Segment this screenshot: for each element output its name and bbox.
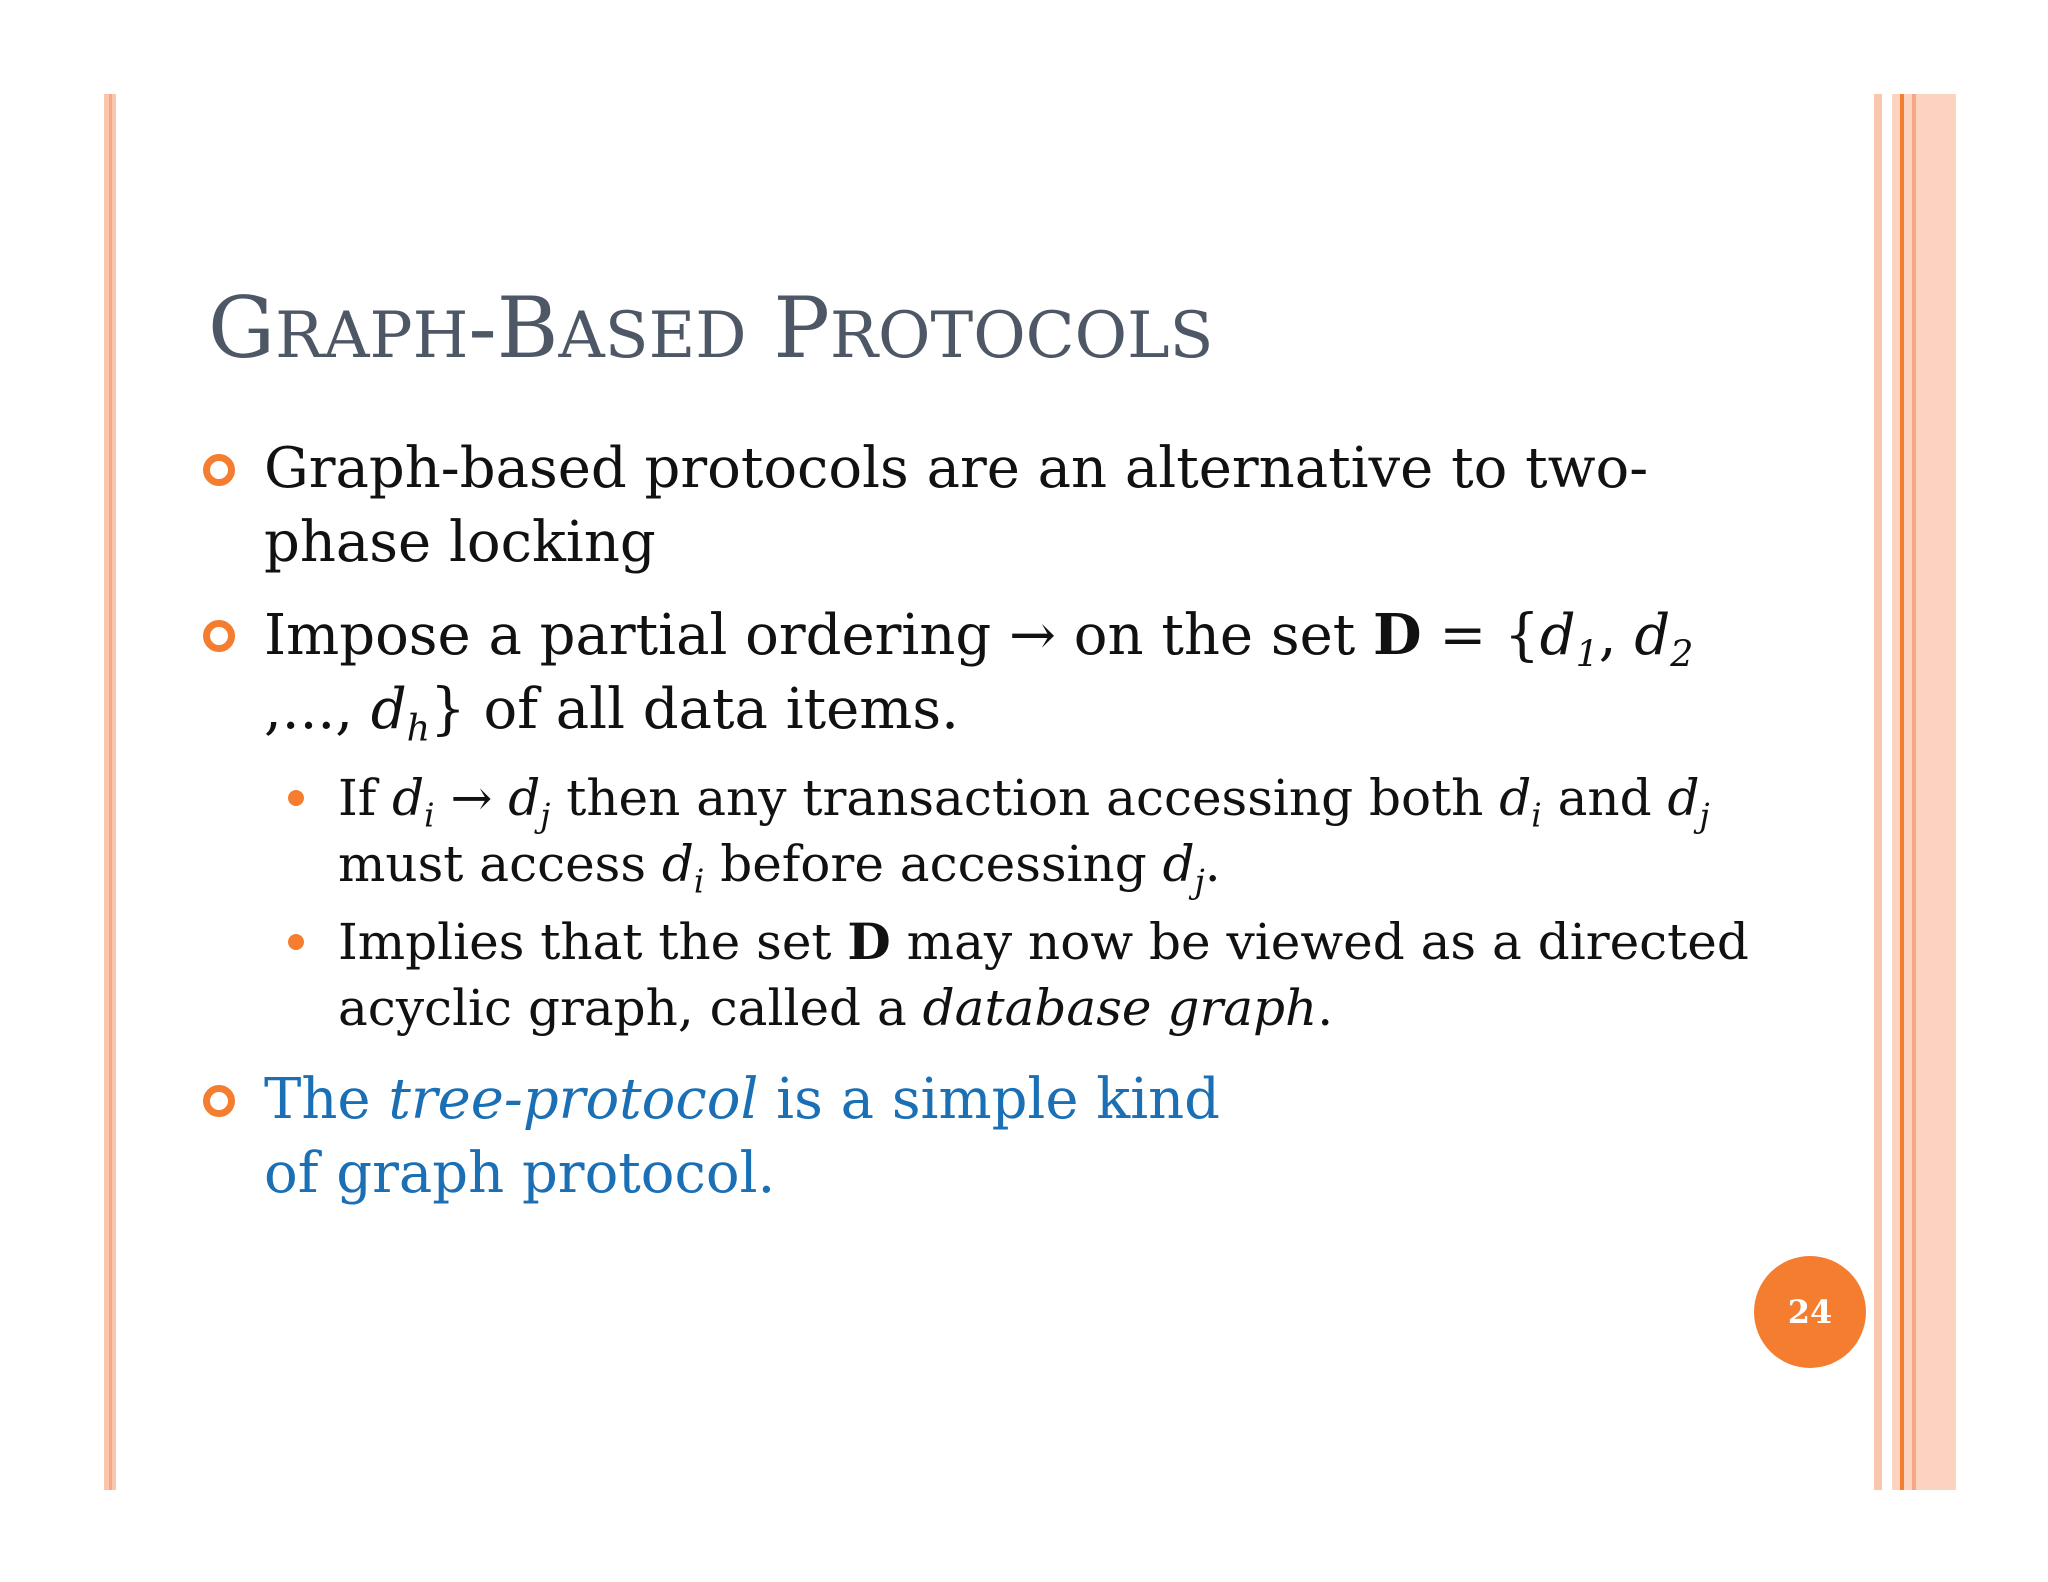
ring-bullet-icon	[203, 1085, 235, 1117]
page-number: 24	[1787, 1293, 1833, 1331]
left-border-line	[109, 94, 112, 1490]
bullet-tree-protocol: The tree-protocol is a simple kind of graph protocol.	[208, 1063, 1758, 1211]
ring-bullet-icon	[203, 620, 235, 652]
dot-bullet-icon	[288, 934, 304, 950]
subbullet-access-order: If $d_i \to d_j$ then any transaction accessing both $d_i$ and $d_j$ must access $d_i$ before accessing $d_j$.	[208, 765, 1758, 897]
slide-body	[208, 432, 1758, 1229]
page-number-badge	[1754, 1256, 1866, 1368]
right-border-stripe-thin	[1874, 94, 1882, 1490]
subbullet-database-graph: Implies that the set D may now be viewed as a directed acyclic graph, called a database graph.	[208, 909, 1758, 1041]
bullet-partial-ordering: Impose a partial ordering → on the set $D = \{d_1$, $d_2$ ,..., $d_h$} of all data items.	[208, 598, 1758, 747]
right-border-line-1	[1900, 94, 1904, 1490]
right-border-line-2	[1912, 94, 1916, 1490]
slide-title: GRAPH-BASED PROTOCOLS	[208, 279, 1214, 377]
dot-bullet-icon	[288, 790, 304, 806]
ring-bullet-icon	[203, 454, 235, 486]
bullet-graph-based: Graph-based protocols are an alternative to two-phase locking	[208, 432, 1758, 580]
